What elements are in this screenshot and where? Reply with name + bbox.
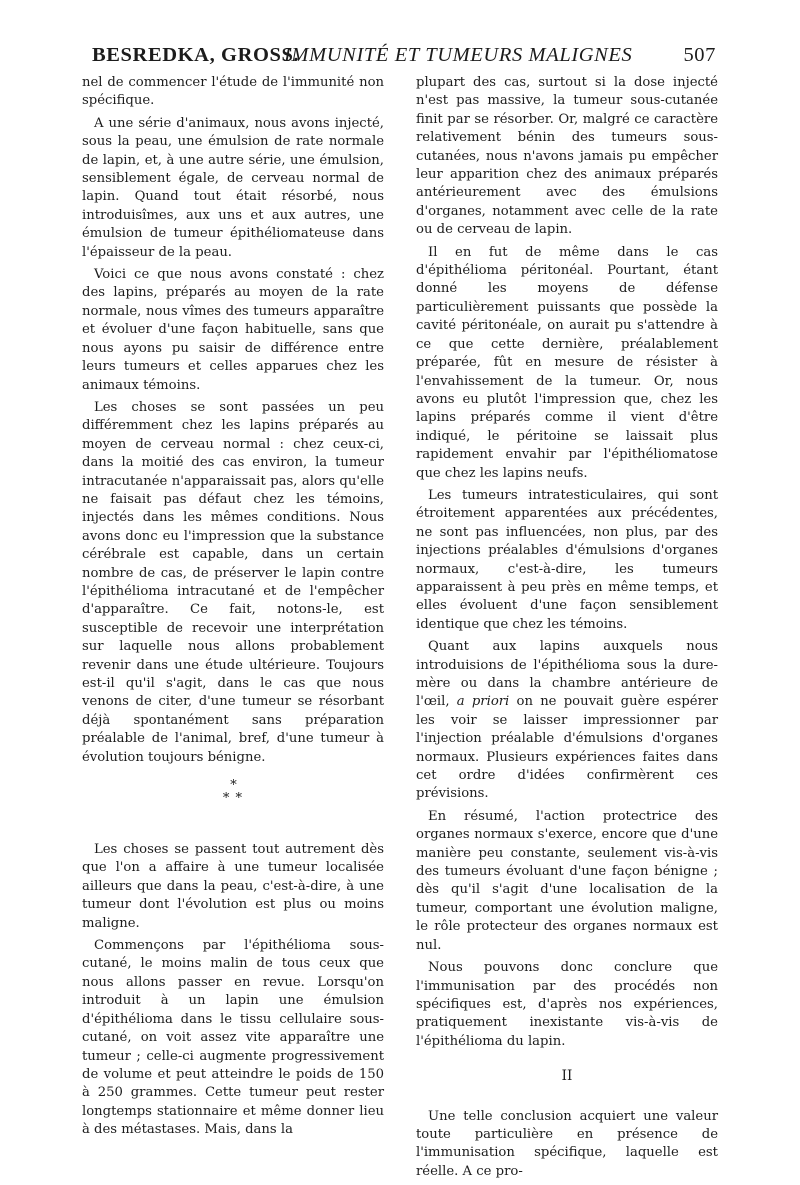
paragraph: En résumé, l'action protectrice des organes normaux s'exerce, encore que d'une manière peu constante, seulement vis-à-vis des tumeurs évoluant d'une façon bénigne ; dès qu'il s'agit d'une localisation de la tumeur, comportant une évolution maligne, le rôle protecteur des organes normaux est nul. [416, 808, 718, 953]
paragraph: nel de commencer l'étude de l'immunité non spécifique. [82, 75, 384, 109]
header-authors: BESREDKA, GROSS. [92, 44, 300, 66]
paragraph: A une série d'animaux, nous avons injecté, sous la peau, une émulsion de rate normale de lapin, et, à une autre série, une émulsion, sensiblement égale, de cerveau normal de lapin. Quand tout était résorbé, nous introduisîmes, aux uns et aux autres, une émulsion de tumeur épithéliomateuse dans l'épaisseur de la peau. [82, 115, 384, 260]
paragraph: Les choses se passent tout autrement dès que l'on a affaire à une tumeur localisée ailleurs que dans la peau, c'est-à-dire, à une tumeur dont l'évolution est plus ou moins maligne. [82, 842, 384, 931]
paragraph: plupart des cas, surtout si la dose injecté n'est pas massive, la tumeur sous-cutanée finit par se résorber. Or, malgré ce caractère relativement bénin des tumeurs sous-cutanées, nous n'avons jamais pu empêcher leur apparition chez des animaux préparés antérieurement avec des émulsions d'organes, notamment avec celle de la rate ou de cerveau de lapin. [416, 75, 718, 238]
paragraph: Nous pouvons donc conclure que l'immunisation par des procédés non spécifiques est, d'après nos expériences, pratiquement inexistante vis-à-vis de l'épithélioma du lapin. [416, 960, 718, 1049]
paragraph: Les choses se sont passées un peu différemment chez les lapins préparés au moyen de cerveau normal : chez ceux-ci, dans la moitié des cas environ, la tumeur intracutanée n'apparaissait pas, alors qu'elle ne faisait pas défaut chez les témoins, injectés dans les mêmes conditions. Nous avons donc eu l'impression que la substance cérébrale est capable, dans un certain nombre de cas, de préserver le lapin contre l'épithélioma intracutané et de l'empêcher d'apparaître. Ce fait, notons-le, est susceptible de recevoir une interprétation sur laquelle nous allons probablement revenir dans une étude ultérieure. Toujours est-il qu'il s'agit, dans le cas que nous venons de citer, d'une tumeur se résorbant déjà spontanément sans préparation préalable de l'animal, bref, d'une tumeur à évolution toujours bénigne. [82, 399, 384, 765]
left-column [82, 74, 384, 1144]
running-header [92, 40, 716, 74]
paragraph-text: Quant aux lapins auxquels nous introduisions de l'épithélioma sous la dure-mère ou dans la chambre antérieure de l'œil, [416, 639, 718, 710]
paragraph-text: on ne pouvait guère espérer les voir se laisser impressionner par l'injection préalable d'émulsions d'organes normaux. Plusieurs expériences faites dans cet ordre d'idées confirmèrent ces prévisions. [416, 694, 718, 802]
paragraph [416, 638, 718, 804]
asterism-top: * [230, 778, 238, 794]
italic-phrase: a priori [456, 694, 510, 710]
paragraph: Une telle conclusion acquiert une valeur toute particulière en présence de l'immunisation spécifique, laquelle est réelle. A ce pro- [416, 1108, 718, 1179]
paragraph: Les tumeurs intratesticulaires, qui sont étroitement apparentées aux précédentes, ne sont pas influencées, non plus, par des injections préalables d'émulsions d'organes normaux, c'est-à-dire, les tumeurs apparaissent à peu près en même temps, et elles évoluent d'une façon sensiblement identique que chez les témoins. [416, 487, 718, 632]
asterism-bottom: * * [222, 791, 244, 807]
right-column [416, 74, 718, 1185]
asterism-divider [82, 779, 384, 805]
paragraph: Il en fut de même dans le cas d'épithélioma péritonéal. Pourtant, étant donné les moyens de défense particulièrement puissants que possède la cavité péritonéale, on aurait pu s'attendre à ce que cette dernière, préalablement préparée, fût en mesure de résister à l'envahissement de la tumeur. Or, nous avons eu plutôt l'impression que, chez les lapins préparés comme il vient d'être indiqué, le péritoine se laissait plus rapidement envahir par l'épithéliomatose que chez les lapins neufs. [416, 244, 718, 481]
section-heading: II [561, 1068, 573, 1085]
page-number: 507 [683, 44, 716, 66]
paragraph: Voici ce que nous avons constaté : chez des lapins, préparés au moyen de la rate normale, nous vîmes des tumeurs apparaître et évoluer d'une façon habituelle, sans que nous ayons pu saisir de différence entre leurs tumeurs et celles apparues chez les animaux témoins. [82, 267, 384, 393]
header-title: IMMUNITÉ ET TUMEURS MALIGNES [284, 44, 633, 66]
paragraph: Commençons par l'épithélioma sous-cutané, le moins malin de tous ceux que nous allons passer en revue. Lorsqu'on introduit à un lapin une émulsion d'épithélioma dans le tissu cellulaire sous-cutané, on voit assez vite apparaître une tumeur ; celle-ci augmente progressivement de volume et peut atteindre le poids de 150 à 250 grammes. Cette tumeur peut rester longtemps stationnaire et même donner lieu à des métastases. Mais, dans la [82, 938, 384, 1138]
